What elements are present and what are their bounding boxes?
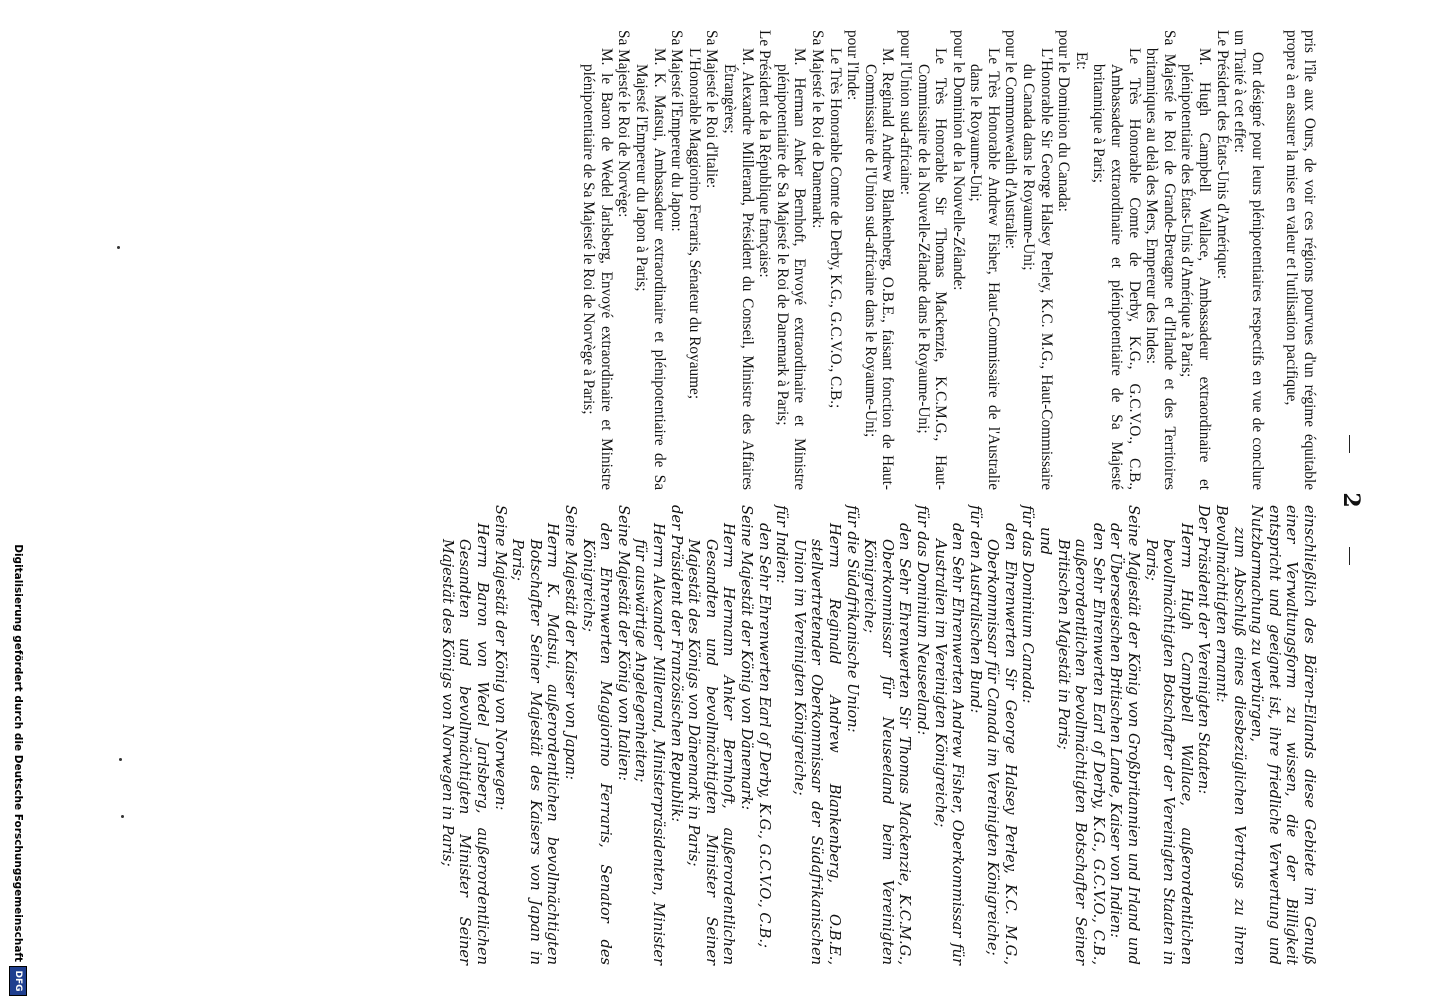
de-entry: den Sehr Ehrenwerten Andrew Fisher, Oberkommissar für Australien im Vereinigten Königreiche; xyxy=(931,523,967,965)
de-paragraph: und xyxy=(1037,527,1055,556)
de-entry: Herrn Hermann Anker Bernhoft, außerordentlichen Gesandten und bevollmächtigten Minister Seiner Majestät des Königs von Dänemark in Paris; xyxy=(685,523,738,965)
page-number: 2 xyxy=(1338,492,1364,508)
scan-speck xyxy=(119,758,122,761)
fr-paragraph: Et: xyxy=(1072,52,1090,70)
german-column xyxy=(38,505,1318,965)
fr-heading: pour le Commonwealth d'Australie: xyxy=(1002,30,1020,249)
de-heading: Seine Majestät der Kaiser von Japan: xyxy=(562,505,580,780)
fr-entry: Le Très Honorable Comte de Derby, K.G., G.C.V.O., C.B.; xyxy=(826,48,844,409)
de-heading: für das Dominium Neuseeland: xyxy=(913,505,931,736)
de-heading: Seine Majestät der König von Norwegen: xyxy=(491,505,509,811)
fr-entry: Le Très Honorable Andrew Fisher, Haut-Commissaire de l'Australie dans le Royaume-Uni; xyxy=(967,48,1002,490)
de-paragraph: einschließlich des Bären-Eilands diese Gebiete im Genuß einer Verwaltungsform zu wissen, die der Billigkeit entspricht und geeignet ist, ihre friedliche Verwertung und Nutzbarmachung zu verbürgen, xyxy=(1248,505,1318,965)
fr-entry: L'Honorable Maggiorino Ferraris, Sénateur du Royaume; xyxy=(685,48,703,400)
fr-heading: Le Président des États-Unis d'Amérique: xyxy=(1213,30,1231,280)
de-paragraph: zum Abschluß eines diesbezüglichen Vertrags zu ihren Bevollmächtigten ernannt: xyxy=(1213,505,1248,965)
scan-speck xyxy=(121,815,124,818)
de-heading: Seine Majestät der König von Dänemark: xyxy=(738,505,755,811)
fr-entry: M. Herman Anker Bernhoft, Envoyé extraordinaire et Ministre plénipotentiaire de Sa Majesté le Roi de Danemark à Paris; xyxy=(773,48,809,490)
fr-entry: Le Très Honorable Sir Thomas Mackenzie, K.C.M.G., Haut-Commissaire de la Nouvelle-Zélande dans le Royaume-Uni; xyxy=(914,48,950,490)
de-entry: den Ehrenwerten Sir George Halsey Perley, K.C. M.G., Oberkommissar für Canada im Vereinigten Königreiche; xyxy=(984,523,1019,965)
fr-heading: Le Président de la République française: xyxy=(756,30,774,278)
de-heading: Der Präsident der Vereinigten Staaten: xyxy=(1195,505,1213,795)
fr-heading: Sa Majesté l'Empereur du Japon: xyxy=(668,30,686,232)
de-heading: Seine Majestät der König von Großbritannien und Irland und der Überseeischen Britischen Lande, Kaiser von Indien: xyxy=(1107,505,1143,965)
de-entry: den Ehrenwerten Maggiorino Ferraris, Senator des Königreichs; xyxy=(579,523,615,965)
de-entry: Herrn Alexander Millerand, Ministerpräsidenten, Minister für auswärtige Angelegenheiten; xyxy=(632,523,668,965)
de-entry: den Sehr Ehrenwerten Earl of Derby, K.G., G.C.V.O., C.B., außerordentlichen bevollmächtigten Botschafter Seiner Britischen Majestät in Paris; xyxy=(1054,523,1107,965)
fr-heading: pour l'Union sud-africaine: xyxy=(896,30,914,196)
de-entry: Herrn Reginald Andrew Blankenberg, O.B.E., stellvertretender Oberkommissar der Südafrikanischen Union im Vereinigten Königreiche; xyxy=(790,523,843,965)
fr-paragraph: Ont désigné pour leurs plénipotentiaires respectifs en vue de conclure un Traité à cet effet: xyxy=(1231,30,1266,490)
fr-heading: pour l'Inde: xyxy=(844,30,862,101)
fr-heading: Sa Majesté le Roi d'Italie: xyxy=(703,30,721,189)
dfg-logo-icon: DFG xyxy=(9,966,27,996)
fr-entry: M. Reginald Andrew Blankenberg, O.B.E., faisant fonction de Haut-Commissaire de l'Union sud-africaine dans le Royaume-Uni; xyxy=(861,48,897,490)
fr-paragraph: pris l'île aux Ours, de voir ces régions pourvues d'un régime équitable propre à en assurer la mise en valeur et l'utilisation pacifique, xyxy=(1283,30,1318,490)
sidenote-text: Digitalisierung gefördert durch die Deutsche Forschungsgemeinschaft xyxy=(12,544,24,962)
de-entry: Herrn K. Matsui, außerordentlichen bevollmächtigten Botschafter Seiner Majestät des Kaisers von Japan in Paris; xyxy=(509,523,562,965)
de-heading: für den Australischen Bund: xyxy=(966,505,984,714)
de-entry: Herrn Hugh Campbell Wallace, außerordentlichen bevollmächtigten Botschafter der Vereinigten Staaten in Paris; xyxy=(1142,523,1195,965)
fr-entry: Le Très Honorable Comte de Derby, K.G., G.C.V.O., C.B., Ambassadeur extraordinaire et plénipotentiaire de Sa Majesté britannique à Paris; xyxy=(1090,48,1143,490)
page-number-dash-right xyxy=(1349,547,1350,565)
fr-entry: M. K. Matsui, Ambassadeur extraordinaire et plénipotentiaire de Sa Majesté l'Empereur du Japon à Paris; xyxy=(633,48,668,490)
scan-speck xyxy=(117,246,120,249)
de-heading: für die Südafrikanische Union: xyxy=(843,505,861,733)
de-heading: der Präsident der Französischen Republik: xyxy=(667,505,685,823)
fr-heading: pour le Dominion du Canada: xyxy=(1055,30,1073,212)
fr-heading: Sa Majesté le Roi de Norvège: xyxy=(615,30,633,218)
de-entry: den Sehr Ehrenwerten Sir Thomas Mackenzie, K.C.M.G., Oberkommissar für Neuseeland beim Vereinigten Königreiche; xyxy=(861,523,914,965)
fr-heading: Sa Majesté le Roi de Grande-Bretagne et d'Irlande et des Territoires britanniques au delà des Mers, Empereur des Indes: xyxy=(1143,30,1178,490)
de-heading: für das Dominium Canada: xyxy=(1019,505,1037,704)
fr-entry: M. le Baron de Wedel Jarlsberg, Envoyé extraordinaire et Ministre plénipotentiaire de Sa Majesté le Roi de Norvège à Paris; xyxy=(580,48,615,490)
french-column xyxy=(38,30,1318,490)
fr-entry: L'Honorable Sir George Halsey Perley, K.C. M.G., Haut-Commissaire du Canada dans le Royaume-Uni; xyxy=(1020,48,1055,490)
de-entry: den Sehr Ehrenwerten Earl of Derby, K.G., G.C.V.O., C.B.; xyxy=(755,523,773,948)
de-entry: Herrn Baron von Wedel Jarlsberg, außerordentlichen Gesandten und bevollmächtigten Minister Seiner Majestät des Königs von Norwegen in Paris; xyxy=(438,523,492,965)
fr-entry: M. Hugh Campbell Wallace, Ambassadeur extraordinaire et plénipotentiaire des États-Unis d'Amérique à Paris; xyxy=(1178,48,1214,490)
de-heading: für Indien: xyxy=(773,505,791,584)
fr-entry: M. Alexandre Millerand, Président du Conseil, Ministre des Affaires Étrangères; xyxy=(721,48,756,490)
fr-heading: pour le Dominion de la Nouvelle-Zélande: xyxy=(949,30,967,291)
de-heading: Seine Majestät der König von Italien: xyxy=(614,505,632,781)
fr-heading: Sa Majesté le Roi de Danemark: xyxy=(808,30,826,229)
